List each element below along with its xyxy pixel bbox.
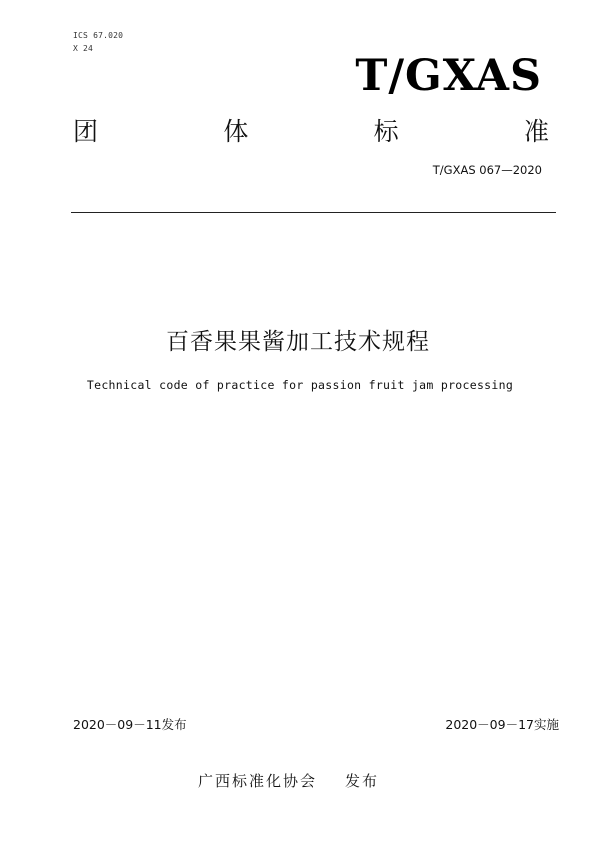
implementation-date: 2020－09－17实施 [445,717,559,732]
issuer-action: 发布 [345,772,380,790]
document-title-chinese: 百香果果酱加工技术规程 [166,329,430,355]
standard-type-char: 准 [523,117,549,146]
issuer-line [198,771,379,791]
ccs-code: X 24 [73,44,94,53]
standard-type-char: 体 [223,117,249,146]
issuer-name: 广西标准化协会 [198,772,318,790]
standard-type-char: 团 [73,117,99,146]
standard-logo: T/GXAS [355,51,542,101]
standard-type-heading [73,116,549,148]
standard-type-char: 标 [373,117,399,146]
standard-number: T/GXAS 067—2020 [432,163,542,177]
classification-codes [73,30,123,56]
issue-date: 2020－09－11发布 [73,717,187,732]
document-title-english: Technical code of practice for passion fruit jam processing [86,378,514,392]
ics-code: ICS 67.020 [73,31,124,40]
header-divider [71,212,556,213]
